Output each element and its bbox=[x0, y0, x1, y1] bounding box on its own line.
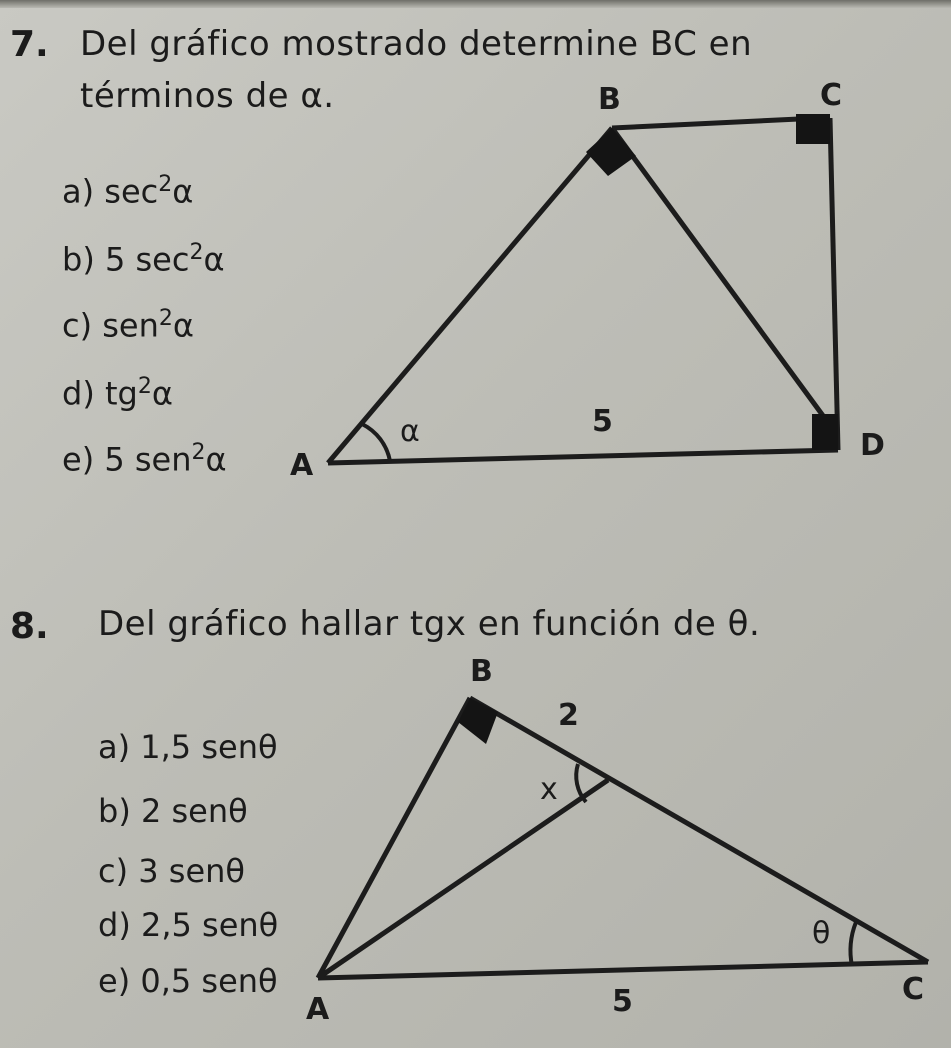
option-symbol: α bbox=[172, 172, 194, 211]
option-text: 2,5 senθ bbox=[140, 906, 279, 944]
option-letter: d) bbox=[98, 906, 131, 944]
option-superscript: 2 bbox=[137, 374, 152, 399]
option-symbol: α bbox=[205, 440, 227, 479]
option-superscript: 2 bbox=[158, 306, 173, 331]
angle-alpha-label: α bbox=[400, 414, 420, 449]
problem-7-statement-line-1: Del gráfico mostrado determine BC en bbox=[80, 24, 753, 64]
problem-7-number: 7. bbox=[10, 24, 49, 65]
option-letter: e) bbox=[62, 440, 95, 479]
vertex-label-C: C bbox=[902, 972, 925, 1007]
vertex-label-A: A bbox=[306, 992, 330, 1027]
option-text: 3 senθ bbox=[138, 852, 245, 890]
option-letter: a) bbox=[62, 172, 95, 211]
side-label-2: 2 bbox=[558, 698, 579, 733]
option-text: 5 sen bbox=[104, 440, 192, 479]
option-superscript: 2 bbox=[191, 440, 206, 465]
option-symbol: α bbox=[203, 240, 225, 279]
side-label-5: 5 bbox=[612, 984, 633, 1019]
option-symbol: α bbox=[151, 374, 173, 413]
angle-x-label: x bbox=[540, 772, 558, 807]
option-text: 5 sec bbox=[104, 240, 190, 279]
angle-theta-label: θ bbox=[812, 916, 831, 951]
side-label-5: 5 bbox=[592, 404, 613, 439]
problem-8-number: 8. bbox=[10, 606, 49, 647]
option-text: sen bbox=[102, 306, 159, 345]
vertex-label-A: A bbox=[290, 448, 314, 483]
option-text: 2 senθ bbox=[140, 792, 248, 830]
vertex-label-B: B bbox=[470, 654, 493, 689]
option-superscript: 2 bbox=[158, 172, 173, 197]
option-letter: d) bbox=[62, 374, 95, 413]
angle-theta-arc bbox=[850, 922, 856, 966]
vertex-label-B: B bbox=[598, 82, 621, 117]
option-letter: e) bbox=[98, 962, 131, 1000]
option-letter: c) bbox=[98, 852, 129, 890]
option-text: 1,5 senθ bbox=[140, 728, 278, 766]
option-letter: a) bbox=[98, 728, 131, 766]
option-text: 0,5 senθ bbox=[140, 962, 278, 1000]
problem-8-statement: Del gráfico hallar tgx en función de θ. bbox=[98, 604, 761, 644]
option-letter: b) bbox=[98, 792, 131, 830]
problem-7-statement-line-2: términos de α. bbox=[80, 76, 335, 116]
segment-AB bbox=[318, 698, 470, 978]
option-symbol: α bbox=[172, 306, 194, 345]
option-superscript: 2 bbox=[189, 240, 204, 265]
vertex-label-D: D bbox=[860, 428, 885, 463]
segment-AC bbox=[318, 962, 928, 978]
vertex-label-C: C bbox=[820, 78, 843, 113]
option-text: sec bbox=[104, 172, 159, 211]
option-letter: c) bbox=[62, 306, 93, 345]
option-letter: b) bbox=[62, 240, 95, 279]
option-text: tg bbox=[104, 374, 138, 413]
cevian-segment bbox=[318, 780, 608, 978]
